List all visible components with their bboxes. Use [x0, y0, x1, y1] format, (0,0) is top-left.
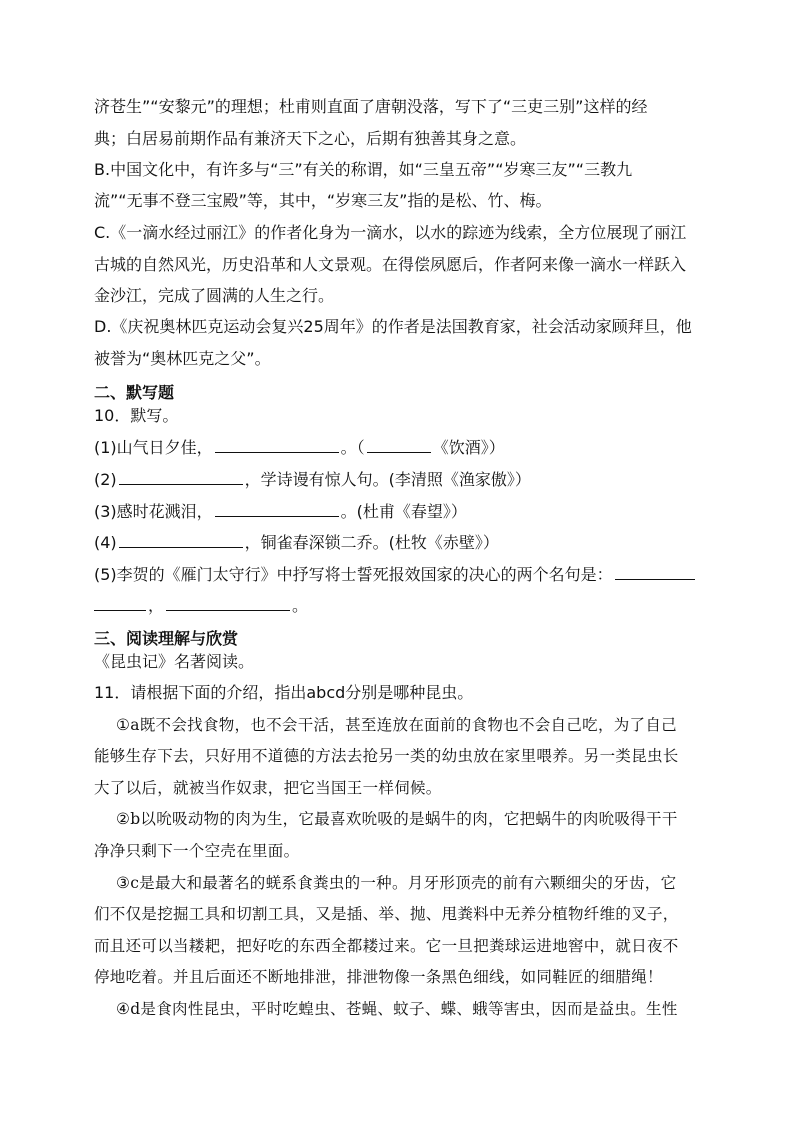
dictation-3-text-b: 。(杜甫《春望》）: [340, 502, 467, 521]
dictation-item-5-cont: [94, 594, 704, 617]
answer-blank[interactable]: [119, 468, 243, 485]
answer-blank[interactable]: [215, 436, 339, 453]
answer-blank[interactable]: [367, 436, 431, 453]
option-a-line-1: 济苍生”“安黎元”的理想；杜甫则直面了唐朝没落，写下了“三吏三别”这样的经: [94, 97, 648, 116]
paragraph-a-line-1: ①a既不会找食物，也不会干活，甚至连放在面前的食物也不会自己吃，为了自己: [116, 716, 677, 734]
answer-blank[interactable]: [119, 531, 243, 548]
dictation-item-2: [94, 468, 704, 491]
question-11: 11．请根据下面的介绍，指出abcd分别是哪种昆虫。: [94, 683, 474, 702]
paragraph-a-line-2: 能够生存下去，只好用不道德的方法去抢另一类的幼虫放在家里喂养。另一类昆虫长: [94, 747, 679, 765]
dictation-1-text-c: 《饮酒》）: [432, 438, 505, 457]
paragraph-d-line-1: ④d是食肉性昆虫，平时吃蝗虫、苍蝇、蚊子、蝶、蛾等害虫，因而是益虫。生性: [116, 1000, 678, 1018]
dictation-4-text-a: (4): [94, 533, 117, 552]
paragraph-c-line-2: 们不仅是挖掘工具和切割工具，又是插、举、抛、甩粪料中无养分植物纤维的叉子，: [94, 905, 679, 923]
dictation-2-text-b: ，学诗谩有惊人句。(李清照《渔家傲》）: [244, 470, 531, 489]
paragraph-a-line-3: 大了以后，就被当作奴隶，把它当国王一样伺候。: [94, 779, 442, 797]
paragraph-c-line-3: 而且还可以当耧耙，把好吃的东西全都耧过来。它一旦把粪球运进地窖中，就日夜不: [94, 937, 679, 955]
question-10: 10．默写。: [94, 406, 179, 425]
paragraph-c-line-4: 停地吃着。并且后面还不断地排泄，排泄物像一条黑色细线，如同鞋匠的细腊绳！: [94, 968, 663, 986]
option-d-line-2: 被誉为“奥林匹克之父”。: [94, 349, 271, 368]
option-d-line-1: D.《庆祝奥林匹克运动会复兴25周年》的作者是法国教育家，社会活动家顾拜旦，他: [94, 317, 692, 336]
paragraph-b-line-1: ②b以吮吸动物的肉为生，它最喜欢吮吸的是蜗牛的肉，它把蜗牛的肉吮吸得干干: [116, 810, 678, 828]
dictation-5-text-b: ，: [148, 596, 165, 615]
section-3-title: 三、阅读理解与欣赏: [94, 629, 239, 648]
paragraph-b-line-2: 净净只剩下一个空壳在里面。: [94, 842, 300, 860]
answer-blank[interactable]: [94, 594, 146, 611]
dictation-1-text-b: 。（: [340, 438, 365, 457]
option-a-line-2: 典；白居易前期作品有兼济天下之心，后期有独善其身之意。: [94, 129, 527, 148]
paragraph-c-line-1: ③c是最大和最著名的蜣系食粪虫的一种。月牙形顶壳的前有六颗细尖的牙齿，它: [116, 874, 677, 892]
dictation-item-3: [94, 500, 704, 523]
section-2-title: 二、默写题: [94, 383, 175, 402]
dictation-item-4: [94, 531, 704, 554]
dictation-4-text-b: ，铜雀春深锁二乔。(杜牧《赤壁》）: [244, 533, 499, 552]
option-c-line-1: C.《一滴水经过丽江》的作者化身为一滴水，以水的踪迹为线索，全方位展现了丽江: [94, 223, 687, 242]
dictation-item-1: [94, 436, 704, 459]
option-b-line-1: B.中国文化中，有许多与“三”有关的称谓，如“三皇五帝”“岁寒三友”“三教九: [94, 160, 633, 179]
answer-blank[interactable]: [166, 594, 290, 611]
dictation-item-5: [94, 563, 704, 586]
dictation-1-text-a: (1)山气日夕佳，: [94, 438, 213, 457]
answer-blank[interactable]: [215, 500, 339, 517]
option-b-line-2: 流”“无事不登三宝殿”等，其中，“岁寒三友”指的是松、竹、梅。: [94, 191, 552, 210]
dictation-3-text-a: (3)感时花溅泪，: [94, 502, 213, 521]
dictation-5-text-a: (5)李贺的《雁门太守行》中抒写将士誓死报效国家的决心的两个名句是：: [94, 565, 613, 584]
option-c-line-2: 古城的自然风光，历史沿革和人文景观。在得偿夙愿后，作者阿来像一滴水一样跃入: [94, 255, 687, 274]
dictation-5-text-c: 。: [292, 596, 309, 615]
reading-intro: 《昆虫记》名著阅读。: [94, 652, 255, 671]
answer-blank[interactable]: [615, 563, 695, 580]
dictation-2-text-a: (2): [94, 470, 117, 489]
option-c-line-3: 金沙江，完成了圆满的人生之行。: [94, 286, 335, 305]
